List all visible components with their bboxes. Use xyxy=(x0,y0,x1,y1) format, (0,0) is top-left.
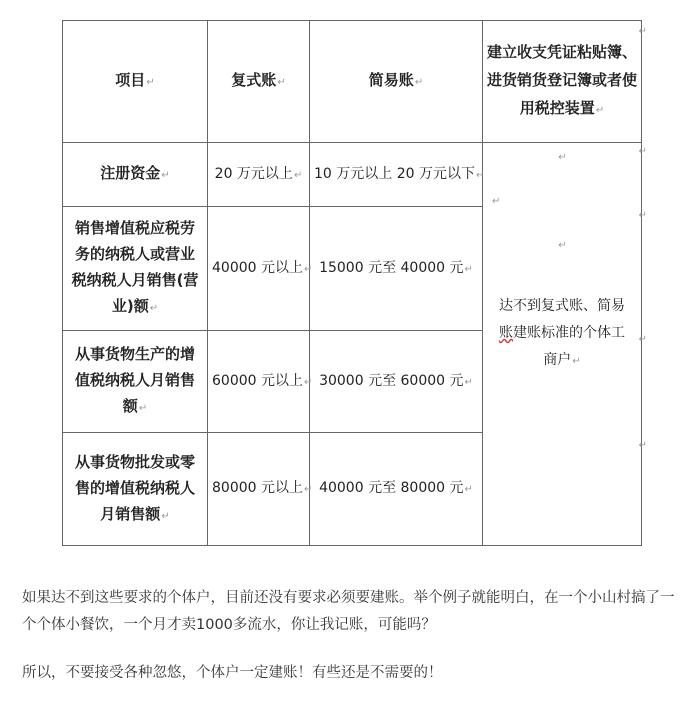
row-label-service-tax: 销售增值税应税劳务的纳税人或营业税纳税人月销售(营业)额↵ xyxy=(63,207,208,331)
header-voucher: 建立收支凭证粘贴簿、进货销货登记簿或者使用税控装置↵ xyxy=(483,21,642,143)
row-label-wholesale: 从事货物批发或零售的增值税纳税人月销售额↵ xyxy=(63,433,208,546)
margin-mark: ↵ xyxy=(638,210,647,221)
row-label-registered-capital: 注册资金↵ xyxy=(63,143,208,207)
margin-mark: ↵ xyxy=(638,334,647,345)
cell-double-entry-capital: 20 万元以上↵ xyxy=(208,143,310,207)
margin-mark: ↵ xyxy=(638,26,647,37)
paragraph-mark: ↵ xyxy=(492,196,501,207)
margin-mark: ↵ xyxy=(638,146,647,157)
conclusion-paragraph: 所以，不要接受各种忽悠，个体户一定建账！有些还是不需要的！ xyxy=(22,665,443,681)
account-standard-table xyxy=(62,20,642,546)
explanation-paragraph: 如果达不到这些要求的个体户，目前还没有要求必须要建账。举个例子就能明白，在一个小山村搞了一个个体小餐饮，一个月才卖1000多流水，你让我记账，可能吗？ xyxy=(22,590,675,633)
cell-double-entry-wholesale: 80000 元以上↵ xyxy=(208,433,310,546)
row-label-production: 从事货物生产的增值税纳税人月销售额↵ xyxy=(63,331,208,433)
header-double-entry: 复式账↵ xyxy=(208,21,310,143)
account-standard-table-wrapper xyxy=(62,20,641,545)
merged-cell-text: 达不到复式账、简易 账建账标准的个体工 商户↵ xyxy=(499,298,625,368)
merged-cell-small-business xyxy=(483,143,642,546)
table-header-row xyxy=(63,21,642,143)
cell-simple-wholesale: 40000 元至 80000 元↵ xyxy=(310,433,483,546)
margin-mark: ↵ xyxy=(638,440,647,451)
paragraph-mark: ↵ xyxy=(558,240,567,251)
paragraph-mark: ↵ xyxy=(558,152,567,163)
cell-simple-production: 30000 元至 60000 元↵ xyxy=(310,331,483,433)
header-simple: 简易账↵ xyxy=(310,21,483,143)
table-row xyxy=(63,143,642,207)
cell-simple-capital: 10 万元以上 20 万元以下↵ xyxy=(310,143,483,207)
cell-double-entry-service: 40000 元以上↵ xyxy=(208,207,310,331)
cell-double-entry-production: 60000 元以上↵ xyxy=(208,331,310,433)
cell-simple-service: 15000 元至 40000 元↵ xyxy=(310,207,483,331)
header-item: 项目↵ xyxy=(63,21,208,143)
